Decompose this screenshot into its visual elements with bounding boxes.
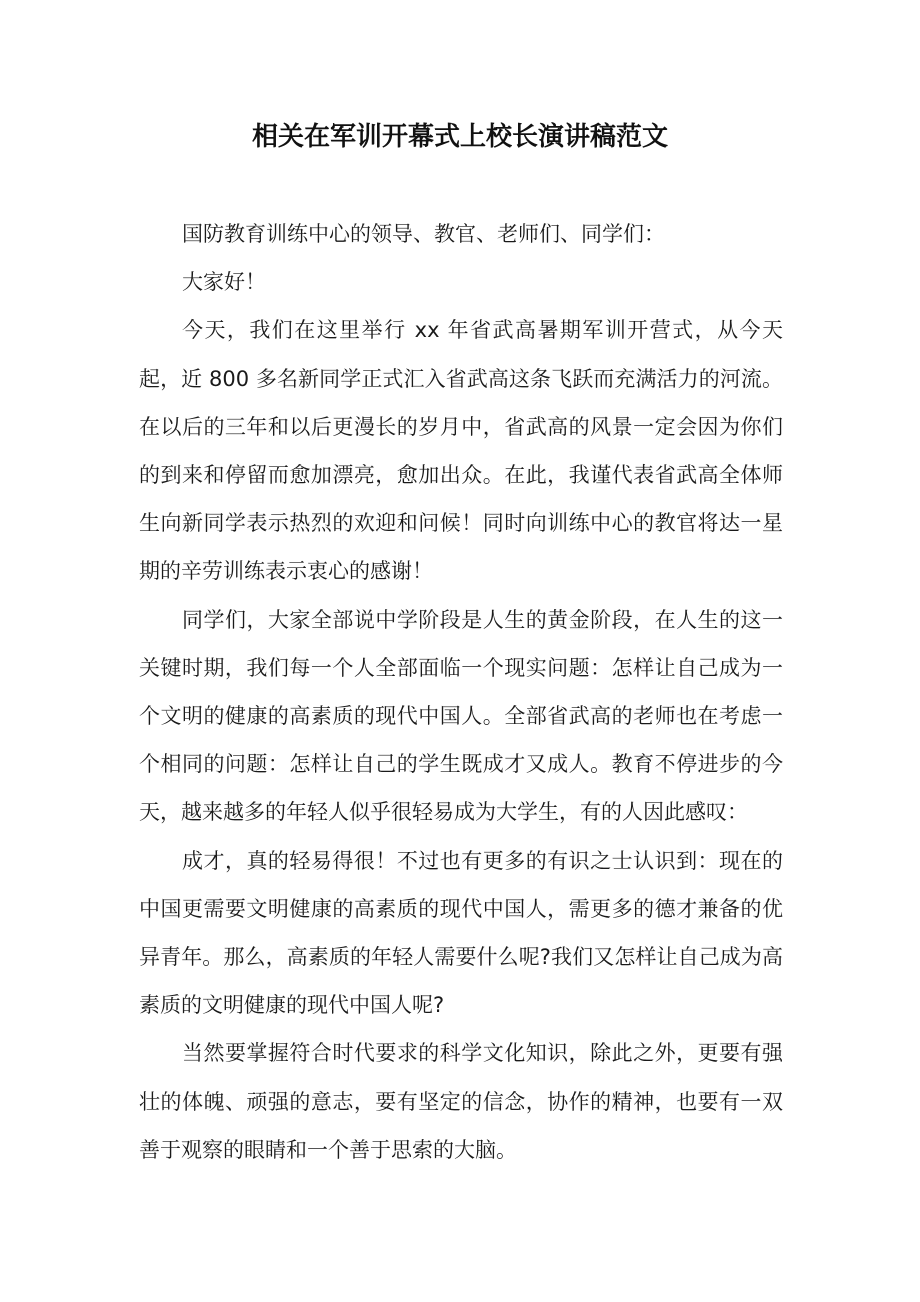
body-paragraph: 当然要掌握符合时代要求的科学文化知识，除此之外，更要有强壮的体魄、顽强的意志，要有坚定的信念，协作的精神，也要有一双善于观察的眼睛和一个善于思索的大脑。 [139,1041,783,1162]
body-paragraph: 同学们，大家全部说中学阶段是人生的黄金阶段，在人生的这一关键时期，我们每一个人全部面临一个现实问题：怎样让自己成为一个文明的健康的高素质的现代中国人。全部省武高的老师也在考虑一个相同的问题：怎样让自己的学生既成才又成人。教育不停进步的今天，越来越多的年轻人似乎很轻易成为大学生，有的人因此感叹： [139,607,783,825]
document-body [139,210,783,1174]
body-paragraph: 今天，我们在这里举行 xx 年省武高暑期军训开营式，从今天起，近 800 多名新同学正式汇入省武高这条飞跃而充满活力的河流。在以后的三年和以后更漫长的岁月中，省武高的风景一定会因为你们的到来和停留而愈加漂亮，愈加出众。在此，我谨代表省武高全体师生向新同学表示热烈的欢迎和问候！同时向训练中心的教官将达一星期的辛劳训练表示衷心的感谢！ [139,318,783,584]
document-title: 相关在军训开幕式上校长演讲稿范文 [251,122,668,152]
salutation-paragraph: 国防教育训练中心的领导、教官、老师们、同学们： [182,222,665,246]
greeting-paragraph: 大家好！ [182,270,266,295]
body-paragraph: 成才，真的轻易得很！不过也有更多的有识之士认识到：现在的中国更需要文明健康的高素质的现代中国人，需更多的德才兼备的优异青年。那么，高素质的年轻人需要什么呢?我们又怎样让自己成为高素质的文明健康的现代中国人呢? [139,848,783,1018]
